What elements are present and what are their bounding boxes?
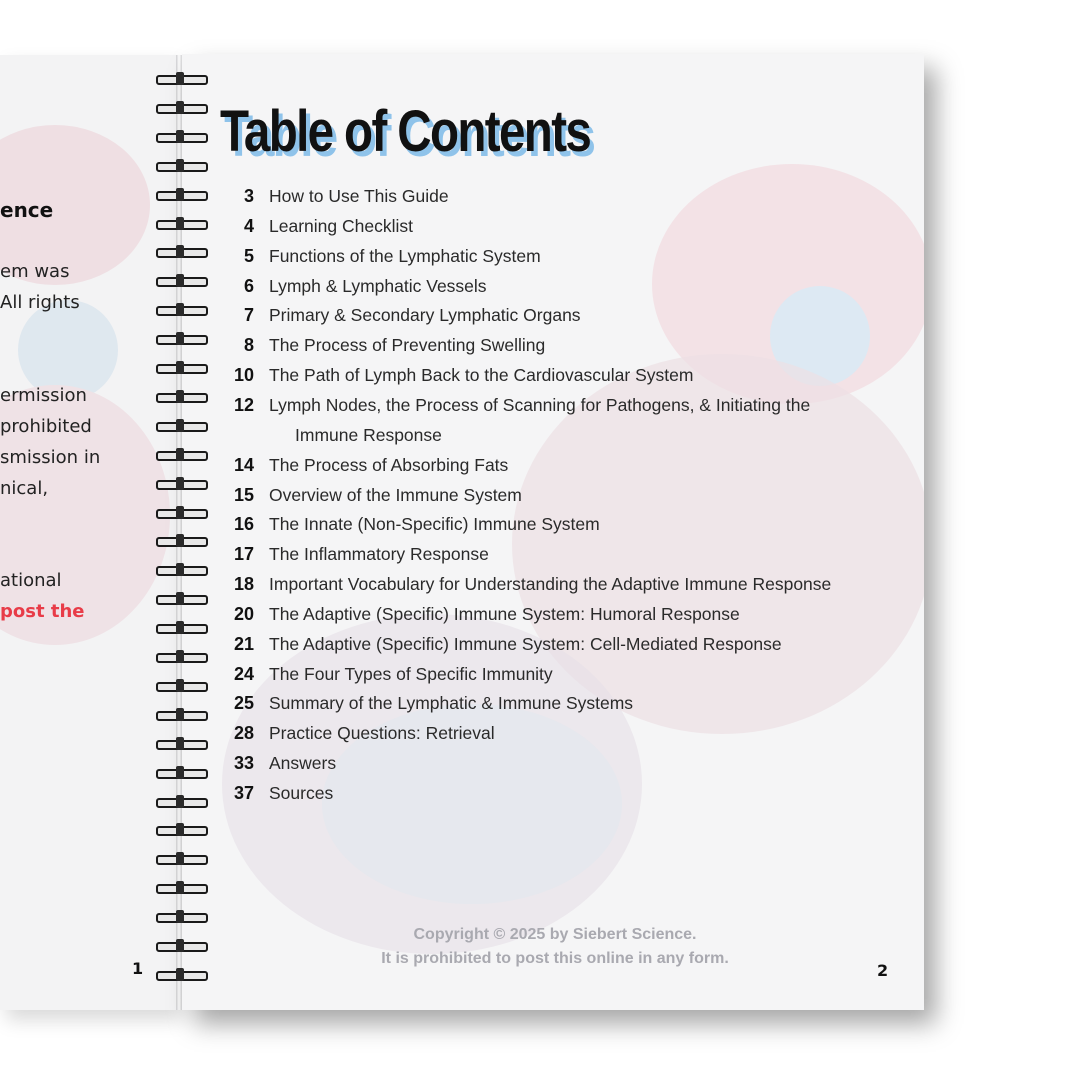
toc-entry-label: Functions of the Lymphatic System — [269, 245, 541, 266]
toc-entry-label: Learning Checklist — [269, 215, 413, 236]
toc-entry-label: The Process of Preventing Swelling — [269, 335, 546, 356]
toc-entry — [0, 455, 1080, 483]
toc-entry-continuation: Immune Response — [295, 424, 442, 445]
toc-entry — [0, 305, 1080, 333]
toc-entry — [0, 365, 1080, 393]
toc-page-number: 8 — [243, 335, 254, 356]
toc-entry — [0, 395, 1080, 423]
toc-entry-label: Lymph Nodes, the Process of Scanning for Pathogens, & Initiating the — [269, 394, 811, 415]
toc-entry-label: The Adaptive (Specific) Immune System: Humoral Response — [269, 603, 740, 624]
left-text-line: prohibited — [0, 416, 92, 437]
toc-page-number: 4 — [243, 215, 254, 236]
toc-entry-label: Primary & Secondary Lymphatic Organs — [269, 305, 581, 326]
toc-entry — [0, 604, 1080, 632]
toc-entry-label: The Innate (Non-Specific) Immune System — [269, 514, 600, 535]
toc-entry-label: Summary of the Lymphatic & Immune Systems — [269, 693, 634, 714]
toc-page-number: 37 — [233, 783, 254, 803]
toc-entry-label: The Process of Absorbing Fats — [269, 454, 509, 475]
toc-page-number: 33 — [233, 753, 254, 774]
toc-entry — [0, 634, 1080, 662]
left-text-line: All rights — [0, 292, 80, 313]
toc-entry-label: Practice Questions: Retrieval — [269, 723, 495, 744]
toc-page-number: 15 — [233, 484, 254, 505]
toc-page-number: 18 — [233, 574, 254, 595]
toc-entry — [0, 664, 1080, 692]
toc-entry-label: The Inflammatory Response — [269, 544, 489, 565]
toc-entry-label: How to Use This Guide — [269, 186, 449, 206]
page-title: Table of Contents — [220, 99, 591, 164]
toc-entry-label: The Adaptive (Specific) Immune System: Cell-Mediated Response — [269, 633, 782, 654]
toc-entry — [0, 246, 1080, 274]
toc-page-number: 20 — [233, 603, 254, 624]
toc-entry — [0, 753, 1080, 781]
left-red-text: post the — [0, 601, 85, 622]
toc-entry-label: Answers — [269, 753, 337, 774]
left-text-line: nical, — [0, 478, 49, 499]
toc-entry — [0, 783, 1080, 811]
left-text-line: ational — [0, 570, 62, 591]
toc-entry-label: The Path of Lymph Back to the Cardiovascular System — [269, 365, 694, 386]
toc-entry-label: The Four Types of Specific Immunity — [269, 663, 553, 684]
toc-entry — [0, 335, 1080, 363]
toc-entry-label: Sources — [269, 783, 334, 803]
toc-entry — [0, 723, 1080, 751]
toc-page-number: 3 — [243, 186, 254, 206]
toc-entry-label: Important Vocabulary for Understanding the Adaptive Immune Response — [269, 574, 832, 595]
toc-page-number: 24 — [233, 663, 254, 684]
toc-entry-label: Lymph & Lymphatic Vessels — [269, 275, 487, 296]
toc-page-number: 6 — [243, 275, 254, 296]
copyright-line: Copyright © 2025 by Siebert Science. — [413, 926, 697, 943]
toc-entry — [0, 186, 1080, 214]
toc-page-number: 7 — [243, 305, 254, 326]
toc-entry-label: Overview of the Immune System — [269, 484, 522, 505]
left-page-number: 1 — [132, 959, 144, 978]
right-page-number: 2 — [877, 961, 889, 980]
left-text-line: ermission — [0, 385, 87, 406]
toc-entry — [0, 216, 1080, 244]
toc-page-number: 25 — [233, 693, 254, 714]
left-text-line: smission in — [0, 447, 101, 468]
toc-entry — [0, 544, 1080, 572]
left-text-line: em was — [0, 261, 70, 282]
toc-entry — [0, 574, 1080, 602]
left-heading-fragment: ence — [0, 198, 54, 222]
toc-page-number: 21 — [233, 633, 254, 654]
copyright-notice: It is prohibited to post this online in any form. — [381, 950, 729, 967]
toc-page-number: 17 — [233, 544, 254, 565]
toc-entry — [0, 276, 1080, 304]
toc-page-number: 12 — [233, 394, 254, 415]
toc-page-number: 5 — [243, 245, 254, 266]
toc-page-number: 16 — [233, 514, 254, 535]
toc-entry — [0, 514, 1080, 542]
toc-entry — [0, 485, 1080, 513]
toc-page-number: 14 — [233, 454, 254, 475]
toc-page-number: 10 — [233, 365, 254, 386]
toc-page-number: 28 — [233, 723, 254, 744]
toc-entry — [0, 693, 1080, 721]
